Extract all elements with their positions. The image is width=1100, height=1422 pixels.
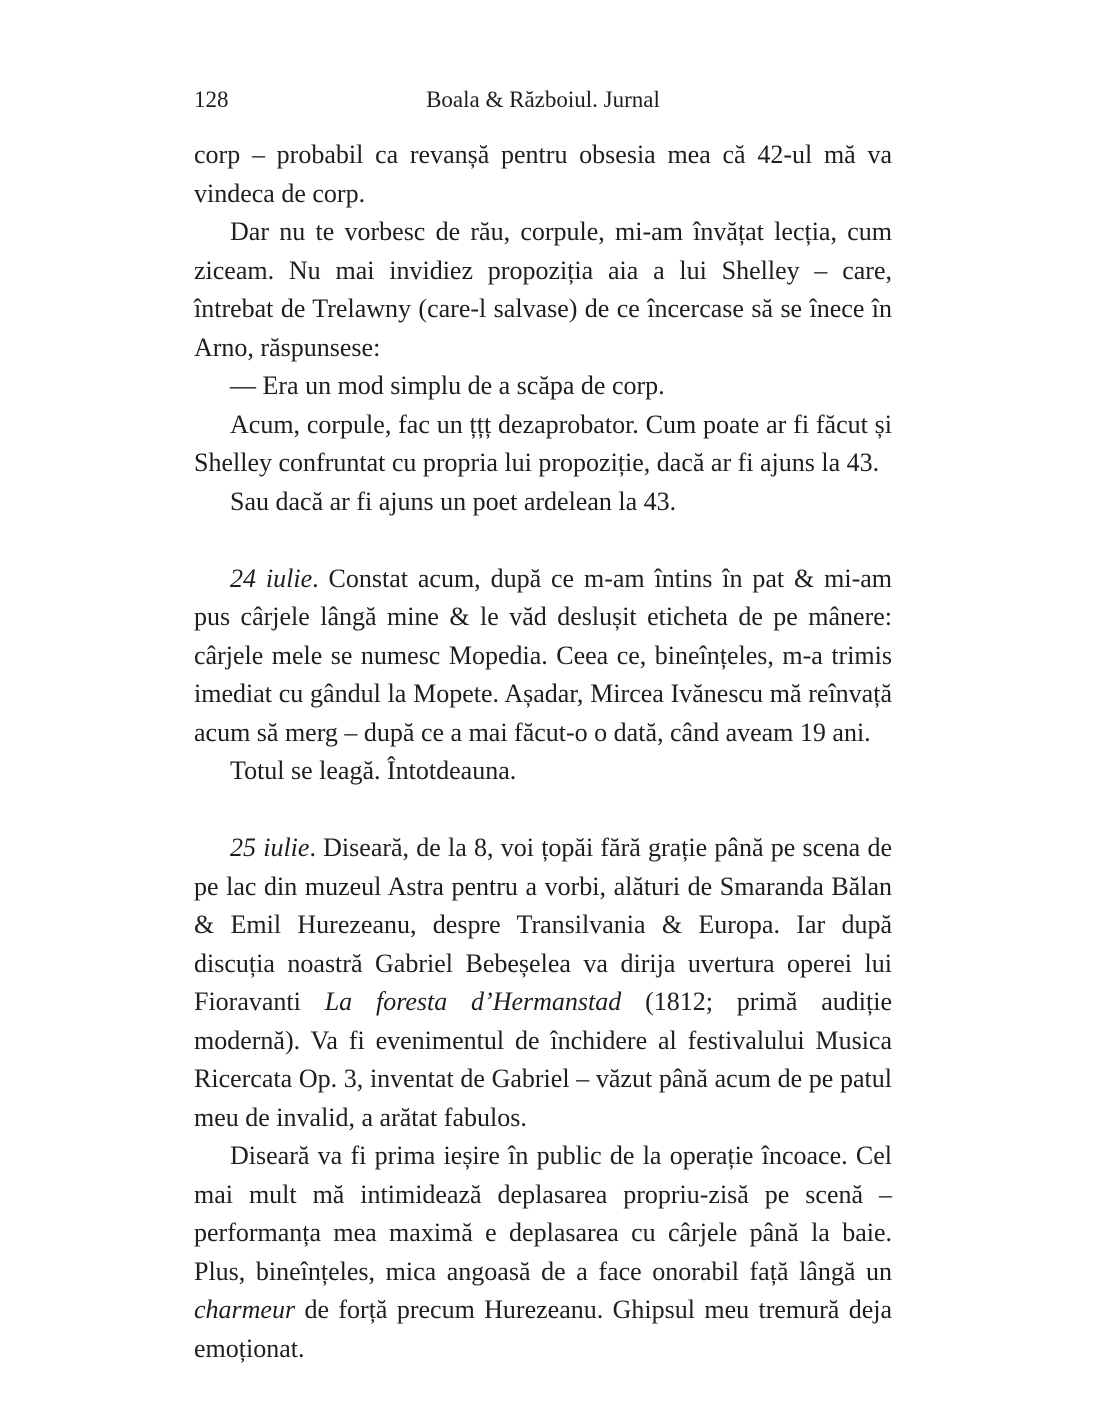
section-break <box>194 521 892 560</box>
entry-date: 25 iulie <box>230 833 310 862</box>
diary-entry: 25 iulie. Diseară, de la 8, voi țopăi fără grație până pe scena de pe lac din muzeul Astra pentru a vorbi, alături de Smaranda Bălan & Emil Hurezeanu, despre Transilvania & Europa. Iar după discuția noastră Gabriel Bebeșelea va dirija uvertura operei lui Fioravanti La foresta d’Hermanstad (1812; primă audiție modernă). Va fi evenimentul de închidere al festivalului Musica Ricercata Op. 3, inventat de Gabriel – văzut până acum de pe patul meu de invalid, a arătat fabulos. <box>194 833 892 1132</box>
paragraph: Dar nu te vorbesc de rău, corpule, mi-am învățat lecția, cum ziceam. Nu mai invidiez propoziția aia a lui Shelley – care, întrebat de Trelawny (care-l salvase) de ce încercase să se înece în Arno, răspunsese: <box>194 217 892 362</box>
paragraph: Acum, corpule, fac un țțț dezaprobator. Cum poate ar fi făcut și Shelley confruntat cu propria lui propoziție, dacă ar fi ajuns la 43. <box>194 409 892 477</box>
paragraph: Sau dacă ar fi ajuns un poet ardelean la 43. <box>230 486 677 516</box>
running-title: Boala & Războiul. Jurnal <box>426 87 660 112</box>
page-number: 128 <box>194 87 229 112</box>
running-header <box>194 82 892 122</box>
paragraph: Diseară va fi prima ieșire în public de la operație încoace. Cel mai mult mă intimidează deplasarea propriu-zisă pe scenă – performanța mea maximă e deplasarea cu cârjele până la baie. Plus, bineînțeles, mica angoasă de a face onorabil față lângă un charmeur de forță precum Hurezeanu. Ghipsul meu tremură deja emoționat. <box>194 1141 892 1363</box>
dialogue-line: — Era un mod simplu de a scăpa de corp. <box>230 371 665 400</box>
paragraph: Totul se leagă. Întotdeauna. <box>230 756 517 785</box>
entry-date: 24 iulie <box>230 563 313 593</box>
diary-entry: 24 iulie. Constat acum, după ce m-am întins în pat & mi-am pus cârjele lângă mine & le văd deslușit eticheta de pe mânere: cârjele mele se numesc Mopedia. Ceea ce, bineînțeles, m-a trimis imediat cu gândul la Mopete. Așadar, Mircea Ivănescu mă reînvață acum să merg – după ce a mai făcut-o o dată, când aveam 19 ani. <box>194 563 893 747</box>
italic-term: charmeur <box>194 1295 296 1324</box>
work-title: La foresta d’Hermanstad <box>324 987 622 1016</box>
body-text <box>194 136 892 1368</box>
section-break <box>194 791 892 830</box>
paragraph: corp – probabil ca revanșă pentru obsesia mea că 42-ul mă va vindeca de corp. <box>194 140 892 208</box>
